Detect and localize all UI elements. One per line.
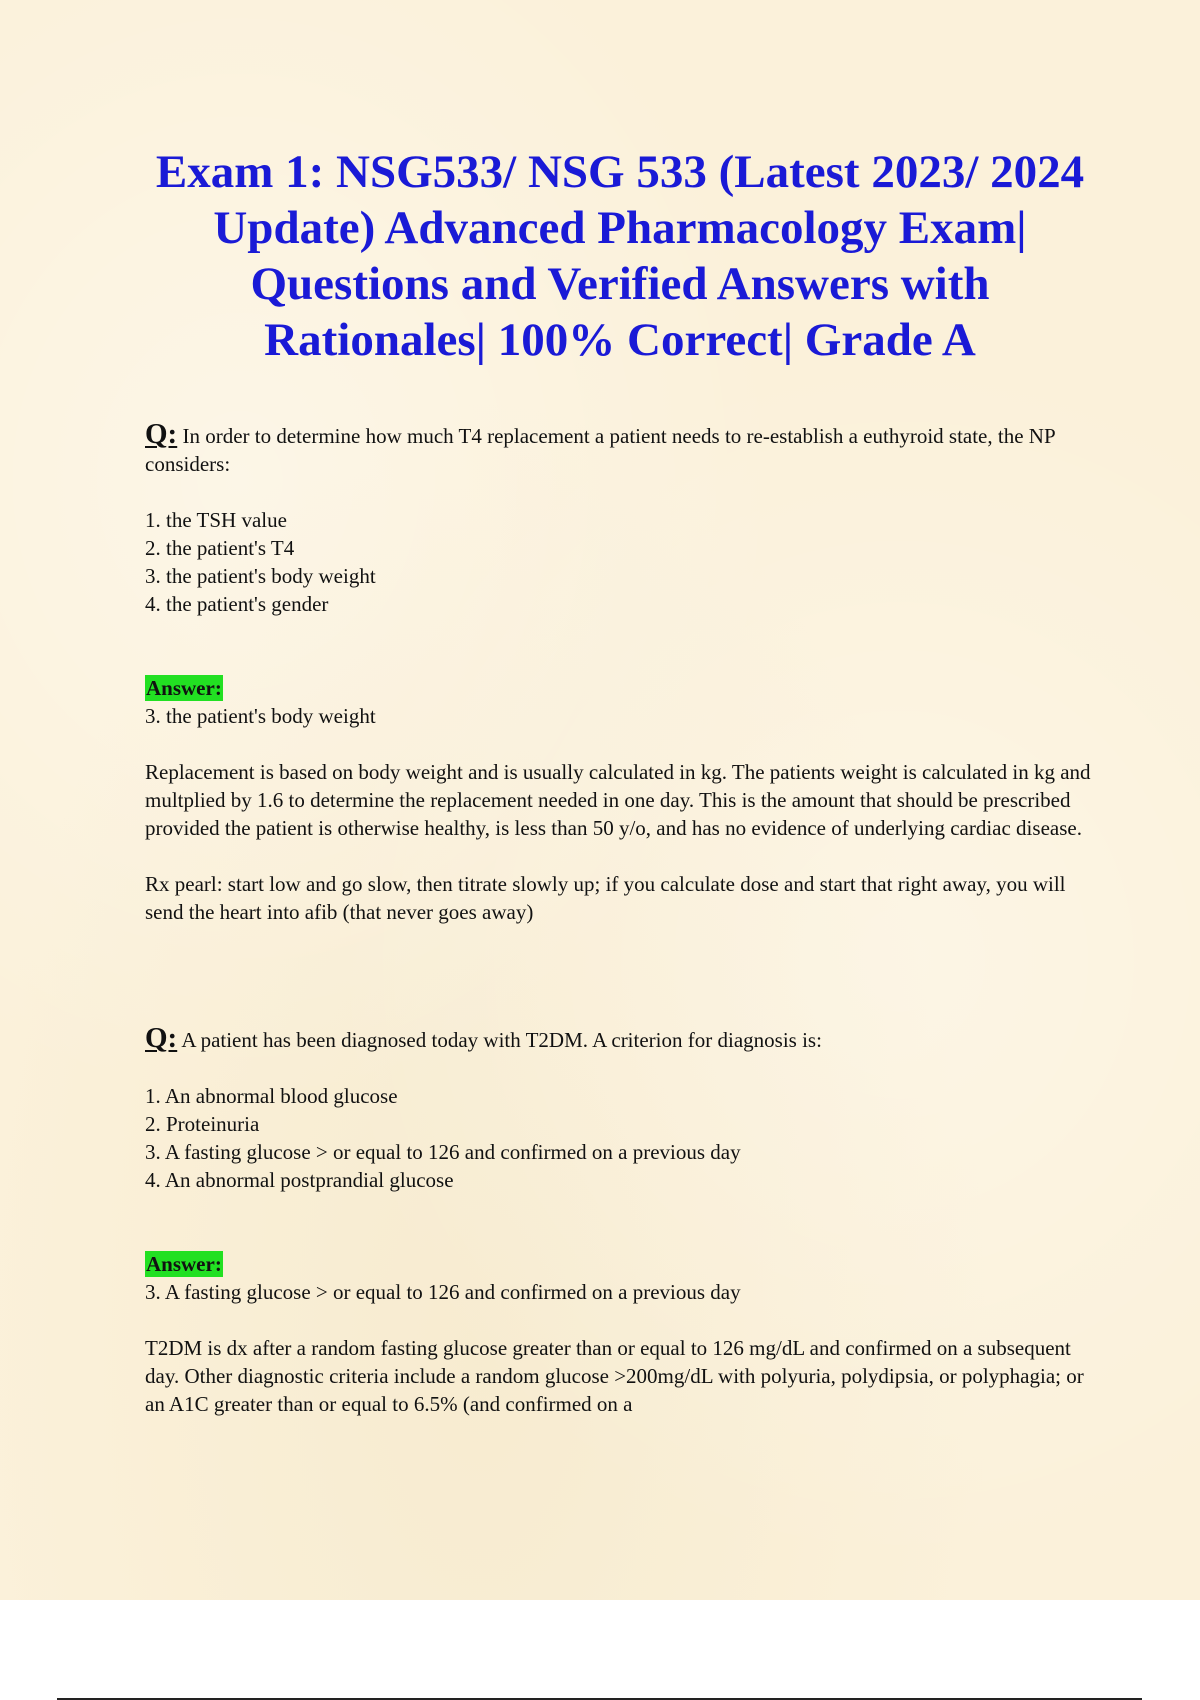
question-text: A patient has been diagnosed today with T2DM. A criterion for diagnosis is: xyxy=(181,1028,822,1052)
option-list xyxy=(145,1082,1095,1194)
question-text: In order to determine how much T4 replacement a patient needs to re-establish a euthyroid state, the NP considers: xyxy=(145,424,1055,476)
document-body xyxy=(145,420,1095,1418)
answer-label: Answer: xyxy=(146,676,222,700)
option-item: 1. the TSH value xyxy=(145,508,287,532)
answer-label-line xyxy=(145,1250,1095,1278)
question-prompt-line xyxy=(145,1024,1095,1054)
question-label: Q: xyxy=(145,418,178,450)
option-item: 4. An abnormal postprandial glucose xyxy=(145,1168,454,1192)
answer-text: 3. A fasting glucose > or equal to 126 and confirmed on a previous day xyxy=(145,1280,741,1304)
option-item: 2. Proteinuria xyxy=(145,1112,260,1136)
question-label: Q: xyxy=(145,1022,178,1054)
question-block xyxy=(145,1024,1095,1418)
answer-label-line xyxy=(145,674,1095,702)
option-item: 4. the patient's gender xyxy=(145,592,329,616)
question-prompt-line xyxy=(145,420,1095,478)
rationale-paragraph: T2DM is dx after a random fasting glucose greater than or equal to 126 mg/dL and confirmed on a subsequent day. Other diagnostic criteria include a random glucose >200mg/dL with polyuria, polydipsia, or polyphagia; or an A1C greater than or equal to 6.5% (and confirmed on a xyxy=(145,1336,1084,1416)
option-item: 1. An abnormal blood glucose xyxy=(145,1084,398,1108)
option-item: 3. the patient's body weight xyxy=(145,564,376,588)
option-list xyxy=(145,506,1095,618)
answer-label: Answer: xyxy=(146,1252,222,1276)
answer-text: 3. the patient's body weight xyxy=(145,704,376,728)
rationale-paragraph: Rx pearl: start low and go slow, then titrate slowly up; if you calculate dose and start that right away, you will send the heart into afib (that never goes away) xyxy=(145,872,1066,924)
option-item: 2. the patient's T4 xyxy=(145,536,295,560)
question-block xyxy=(145,420,1095,926)
rationale-paragraph: Replacement is based on body weight and is usually calculated in kg. The patients weight is calculated in kg and multplied by 1.6 to determine the replacement needed in one day. This is the amount that should be prescribed provided the patient is otherwise healthy, is less than 50 y/o, and has no evidence of underlying cardiac disease. xyxy=(145,760,1091,840)
option-item: 3. A fasting glucose > or equal to 126 and confirmed on a previous day xyxy=(145,1140,741,1164)
document-title: Exam 1: NSG533/ NSG 533 (Latest 2023/ 2024 Update) Advanced Pharmacology Exam| Questions and Verified Answers with Rationales| 100% Correct| Grade A xyxy=(155,146,1085,366)
